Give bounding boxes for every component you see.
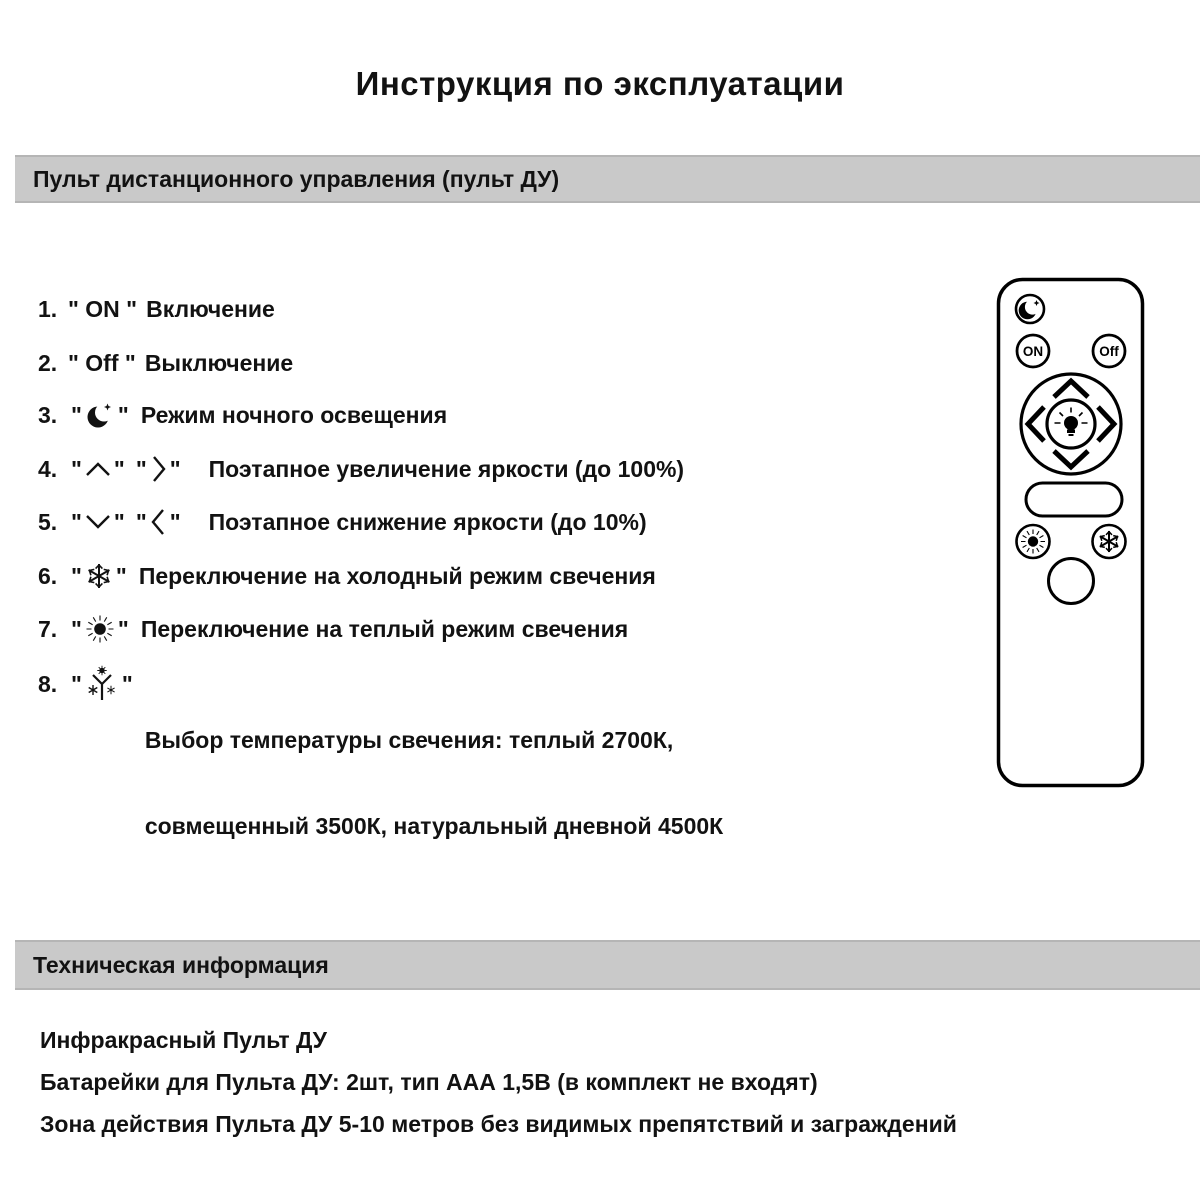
section-header-tech-label: Техническая информация	[33, 951, 329, 978]
open-quote: "	[71, 455, 82, 482]
item-label-line2: совмещенный 3500К, натуральный дневной 4500К	[144, 812, 724, 839]
item-label: Выключение	[144, 349, 294, 376]
warm-sun-icon	[1028, 536, 1038, 546]
instruction-item-2	[38, 345, 293, 381]
open-quote: "	[135, 508, 147, 535]
item-label: Поэтапное увеличение яркости (до 100%)	[208, 455, 685, 482]
warm-mode-button	[1017, 525, 1050, 558]
instruction-item-7	[38, 611, 628, 647]
page-title: Инструкция по эксплуатации	[355, 65, 845, 102]
instruction-item-3	[38, 397, 447, 433]
tech-info-line: Инфракрасный Пульт ДУ	[40, 1027, 327, 1053]
open-quote: "	[71, 508, 82, 535]
section-header-remote	[15, 155, 1200, 203]
close-quote: "	[113, 508, 125, 535]
item-number: 6.	[38, 562, 58, 589]
warm-sun-icon	[85, 614, 115, 644]
section-header-remote-label: Пульт дистанционного управления (пульт ДУ)	[33, 165, 560, 192]
close-quote: "	[169, 508, 181, 535]
off-symbol: " Off "	[68, 349, 136, 376]
svg-text:Off: Off	[1099, 344, 1119, 359]
instruction-item-4	[38, 451, 684, 487]
item-number: 2.	[38, 349, 58, 376]
item-label-line1: Выбор температуры свечения: теплый 2700К,	[144, 727, 674, 753]
close-quote: "	[121, 671, 133, 697]
item-label: Режим ночного освещения	[140, 401, 448, 428]
tech-info-line: Батарейки для Пульта ДУ: 2шт, тип ААА 1,5В (в комплект не входят)	[40, 1069, 818, 1095]
close-quote: "	[169, 455, 181, 482]
chevron-left-icon	[150, 507, 167, 537]
instruction-item-5	[38, 504, 647, 540]
close-quote: "	[115, 562, 127, 589]
snowflake-icon	[85, 561, 113, 591]
open-quote: "	[71, 401, 82, 428]
open-quote: "	[135, 455, 147, 482]
chevron-right-icon	[150, 454, 167, 484]
instruction-item-8	[38, 669, 723, 897]
item-label: Включение	[146, 295, 275, 322]
item-number: 7.	[38, 615, 58, 642]
item-number: 3.	[38, 401, 58, 428]
color-temperature-select-icon	[85, 665, 119, 703]
item-label: Переключение на холодный режим свечения	[138, 562, 656, 589]
item-number: 1.	[38, 295, 58, 322]
instruction-item-1	[38, 291, 275, 327]
svg-text:ON: ON	[1022, 344, 1044, 359]
open-quote: "	[71, 671, 82, 697]
item-number: 4.	[38, 455, 58, 482]
remote-control-illustration	[996, 277, 1146, 795]
item-label-block	[145, 669, 723, 897]
tech-info-line: Зона действия Пульта ДУ 5-10 метров без видимых препятствий и заграждений	[40, 1111, 957, 1137]
item-number: 5.	[38, 508, 58, 535]
chevron-up-icon	[85, 460, 111, 478]
close-quote: "	[113, 455, 125, 482]
close-quote: "	[117, 615, 129, 642]
item-label: Переключение на теплый режим свечения	[140, 615, 629, 642]
crescent-moon-icon	[85, 399, 115, 431]
item-label: Поэтапное снижение яркости (до 10%)	[208, 508, 647, 535]
open-quote: "	[71, 562, 82, 589]
close-quote: "	[117, 401, 129, 428]
instruction-item-6	[38, 558, 656, 594]
on-symbol: " ON "	[68, 295, 138, 322]
open-quote: "	[71, 615, 82, 642]
chevron-down-icon	[85, 513, 111, 531]
section-header-tech	[15, 940, 1200, 990]
item-number: 8.	[38, 671, 58, 697]
